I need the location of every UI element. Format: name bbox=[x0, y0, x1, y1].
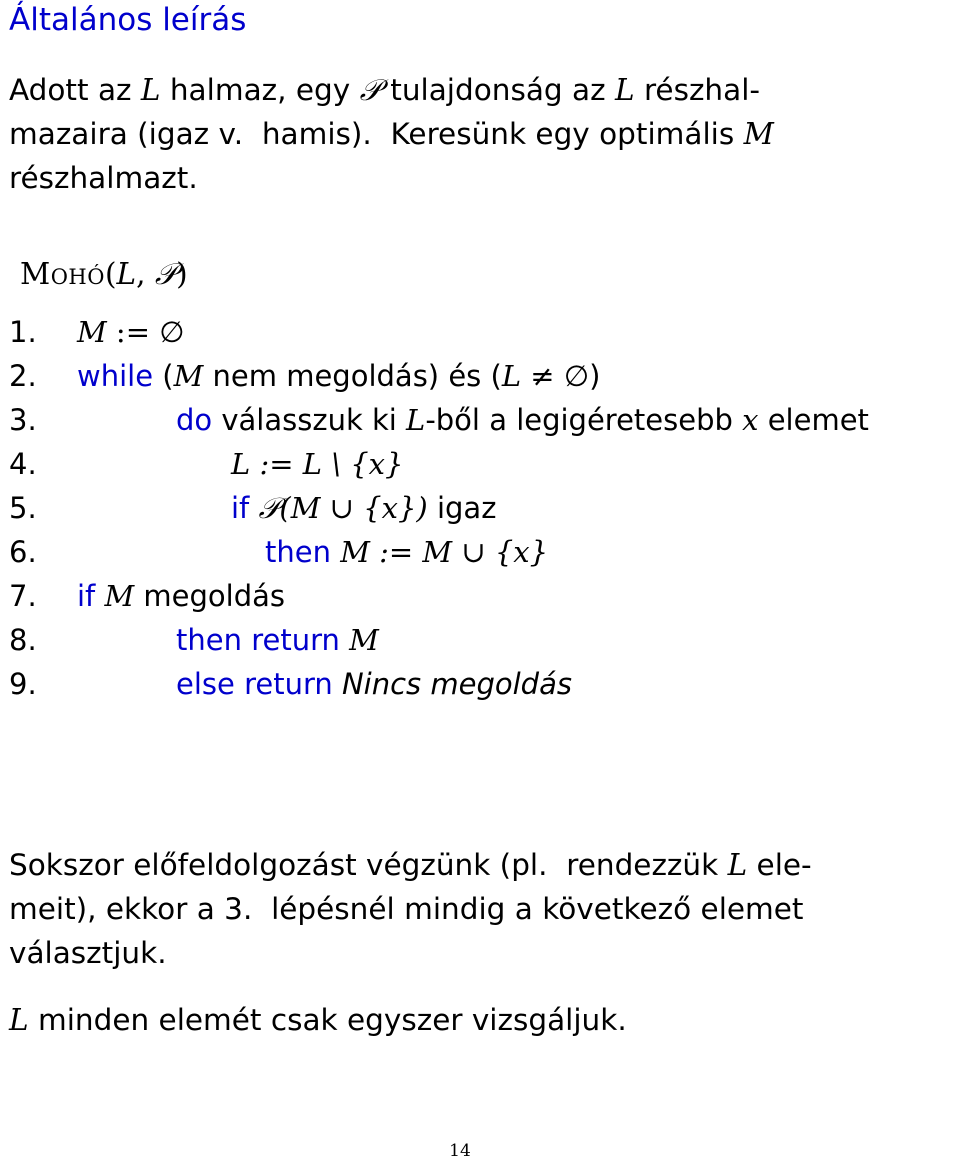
intro-line-2: mazaira (igaz v. hamis). Keresünk egy optimális M bbox=[9, 117, 774, 151]
keyword-then: then bbox=[265, 535, 331, 569]
algorithm-header: Mohó(L, 𝒫) bbox=[20, 257, 188, 291]
outro-paragraph bbox=[9, 843, 812, 975]
keyword-else-return: else return bbox=[176, 667, 333, 701]
final-sentence: L minden elemét csak egyszer vizsgáljuk. bbox=[9, 1003, 627, 1037]
outro-line-1: Sokszor előfeldolgozást végzünk (pl. rendezzük L ele- bbox=[9, 848, 812, 882]
keyword-then-return: then return bbox=[176, 623, 340, 657]
slide-title: Általános leírás bbox=[9, 2, 247, 38]
outro-line-3: választjuk. bbox=[9, 936, 167, 970]
intro-line-1: Adott az L halmaz, egy 𝒫 tulajdonság az L részhal- bbox=[9, 73, 761, 107]
outro-line-2: meit), ekkor a 3. lépésnél mindig a következő elemet bbox=[9, 892, 804, 926]
intro-line-3: részhalmazt. bbox=[9, 161, 198, 195]
page-number: 14 bbox=[449, 1141, 471, 1161]
keyword-if: if bbox=[77, 579, 96, 613]
keyword-if: if bbox=[231, 491, 250, 525]
intro-paragraph bbox=[9, 68, 774, 200]
keyword-do: do bbox=[176, 403, 213, 437]
keyword-while: while bbox=[77, 359, 154, 393]
algorithm-name: Mohó bbox=[20, 257, 105, 291]
